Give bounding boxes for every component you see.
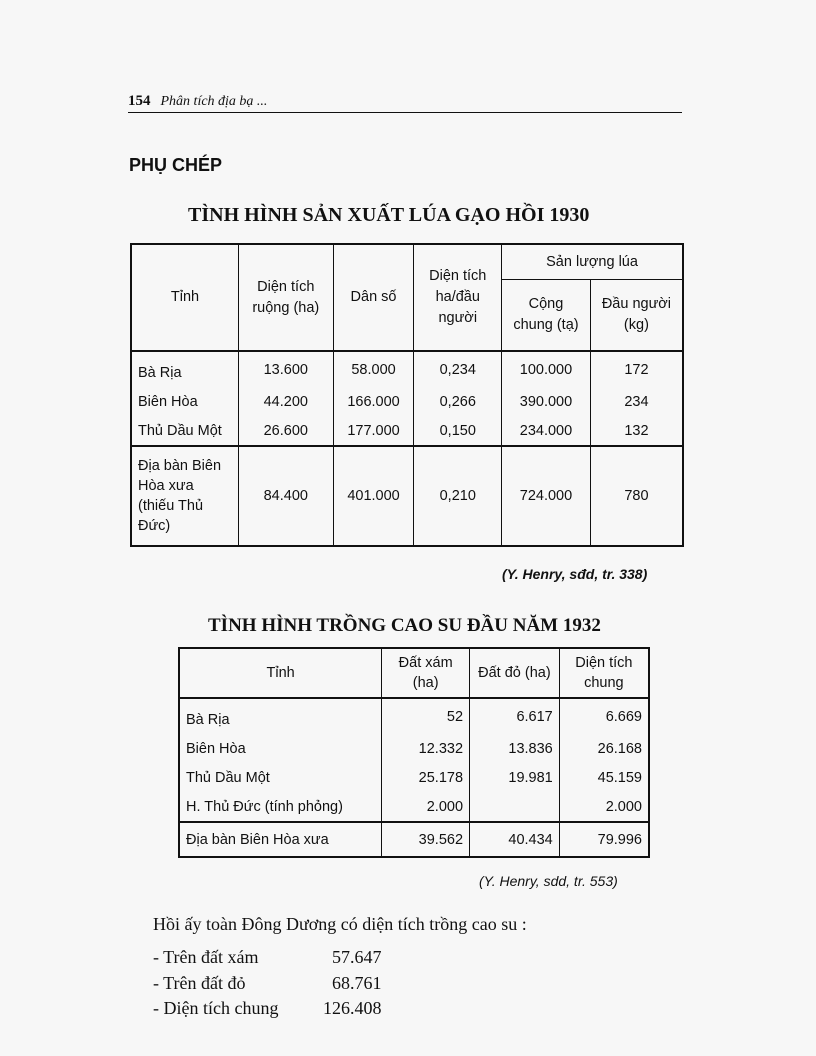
total-population: 401.000 xyxy=(333,446,414,546)
section-label: PHỤ CHÉP xyxy=(129,155,223,175)
list-item-label: - Trên đất đỏ xyxy=(153,973,246,993)
rubber-planting-table xyxy=(178,647,650,858)
page-number: 154 xyxy=(128,93,151,109)
header-total: Cộng chung (tạ) xyxy=(502,280,591,352)
list-item xyxy=(153,998,382,1019)
row-per-person: 132 xyxy=(590,416,683,446)
row-province: H. Thủ Đức (tính phỏng) xyxy=(179,792,382,822)
table1-title: TÌNH HÌNH SẢN XUẤT LÚA GẠO HỒI 1930 xyxy=(188,204,590,226)
total-output: 724.000 xyxy=(502,446,591,546)
row-grey-soil: 12.332 xyxy=(382,734,470,763)
total-per-person: 780 xyxy=(590,446,683,546)
row-ha-per-person: 0,266 xyxy=(414,387,502,416)
row-total-area: 26.168 xyxy=(559,734,649,763)
row-per-person: 234 xyxy=(590,387,683,416)
row-province: Biên Hòa xyxy=(179,734,382,763)
row-area: 44.200 xyxy=(238,387,333,416)
page-header xyxy=(128,92,682,113)
total-grey-soil: 39.562 xyxy=(382,822,470,857)
total-area: 84.400 xyxy=(238,446,333,546)
row-ha-per-person: 0,234 xyxy=(414,351,502,387)
list-item-value: 126.408 xyxy=(323,998,382,1018)
list-item xyxy=(153,973,382,994)
row-area: 26.600 xyxy=(238,416,333,446)
list-item-label: - Trên đất xám xyxy=(153,947,259,967)
table-row xyxy=(179,763,649,792)
table-row xyxy=(179,734,649,763)
row-province: Thủ Dầu Một xyxy=(179,763,382,792)
total-row xyxy=(131,446,683,546)
total-area: 79.996 xyxy=(559,822,649,857)
row-province: Thủ Dầu Một xyxy=(131,416,238,446)
list-item-label: - Diện tích chung xyxy=(153,998,279,1018)
total-red-soil: 40.434 xyxy=(470,822,560,857)
header-province: Tỉnh xyxy=(179,648,382,698)
row-total-area: 2.000 xyxy=(559,792,649,822)
list-item-value: 68.761 xyxy=(332,973,382,993)
table-row xyxy=(131,416,683,446)
row-per-person: 172 xyxy=(590,351,683,387)
header-grey-soil: Đất xám (ha) xyxy=(382,648,470,698)
row-population: 58.000 xyxy=(333,351,414,387)
closing-paragraph: Hồi ấy toàn Đông Dương có diện tích trồng cao su : xyxy=(153,914,527,934)
row-population: 166.000 xyxy=(333,387,414,416)
total-row xyxy=(179,822,649,857)
row-total: 100.000 xyxy=(502,351,591,387)
row-total: 390.000 xyxy=(502,387,591,416)
header-rice-output: Sản lượng lúa xyxy=(502,244,683,280)
row-red-soil: 6.617 xyxy=(470,698,560,734)
row-province: Bà Rịa xyxy=(131,351,238,387)
row-province: Bà Rịa xyxy=(179,698,382,734)
total-province: Địa bàn Biên Hòa xưa xyxy=(179,822,382,857)
row-grey-soil: 25.178 xyxy=(382,763,470,792)
header-per-person: Đầu người (kg) xyxy=(590,280,683,352)
row-ha-per-person: 0,150 xyxy=(414,416,502,446)
header-population: Dân số xyxy=(333,244,414,351)
table-row xyxy=(179,792,649,822)
table2-title: TÌNH HÌNH TRỒNG CAO SU ĐẦU NĂM 1932 xyxy=(208,615,601,636)
header-province: Tỉnh xyxy=(131,244,238,351)
rice-production-table xyxy=(130,243,684,547)
list-item-value: 57.647 xyxy=(332,947,382,967)
row-province: Biên Hòa xyxy=(131,387,238,416)
row-area: 13.600 xyxy=(238,351,333,387)
row-grey-soil: 2.000 xyxy=(382,792,470,822)
header-red-soil: Đất đỏ (ha) xyxy=(470,648,560,698)
row-red-soil: 13.836 xyxy=(470,734,560,763)
total-ha-per-person: 0,210 xyxy=(414,446,502,546)
row-red-soil: 19.981 xyxy=(470,763,560,792)
row-red-soil xyxy=(470,792,560,822)
row-population: 177.000 xyxy=(333,416,414,446)
row-total-area: 6.669 xyxy=(559,698,649,734)
row-total-area: 45.159 xyxy=(559,763,649,792)
table2-source: (Y. Henry, sdd, tr. 553) xyxy=(479,873,618,889)
header-total-area: Diện tích chung xyxy=(559,648,649,698)
table-row xyxy=(131,351,683,387)
table-row xyxy=(179,698,649,734)
row-grey-soil: 52 xyxy=(382,698,470,734)
table-row xyxy=(131,387,683,416)
header-area: Diện tích ruộng (ha) xyxy=(238,244,333,351)
header-ha-per-person: Diện tích ha/đầu người xyxy=(414,244,502,351)
table1-source: (Y. Henry, sđd, tr. 338) xyxy=(502,566,648,582)
list-item xyxy=(153,947,382,968)
total-province: Địa bàn Biên Hòa xưa (thiếu Thủ Đức) xyxy=(131,446,238,546)
running-title: Phân tích địa bạ ... xyxy=(160,94,268,109)
row-total: 234.000 xyxy=(502,416,591,446)
